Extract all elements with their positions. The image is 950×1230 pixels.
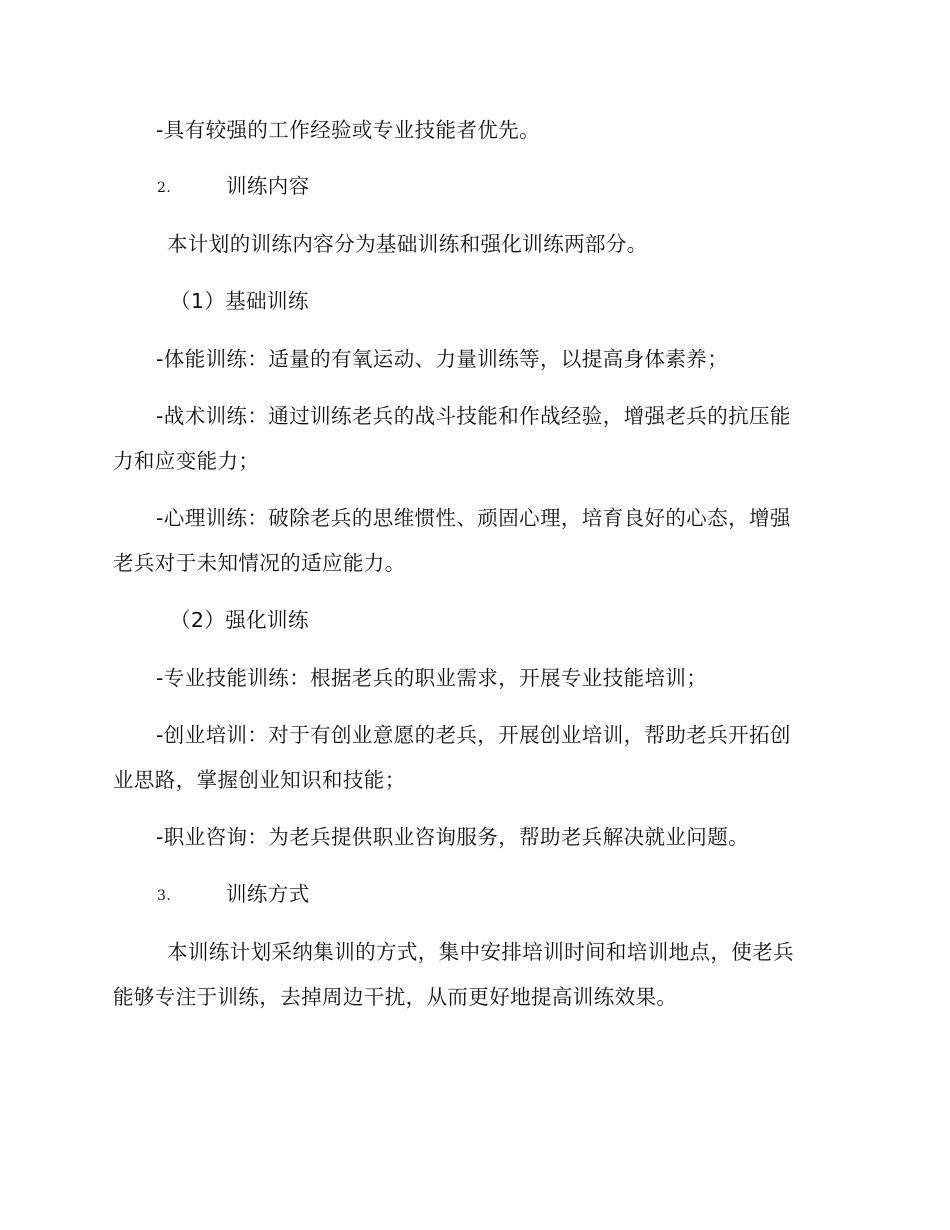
training-method-line-2: 能够专注于训练，去掉周边干扰，从而更好地提高训练效果。	[113, 985, 678, 1009]
section-2-number: 2.	[157, 180, 172, 196]
psychological-training-line-1: -心理训练：破除老兵的思维惯性、顽固心理，培育良好的心态，增强	[156, 506, 791, 530]
startup-training-line-1: -创业培训：对于有创业意愿的老兵，开展创业培训，帮助老兵开拓创	[156, 723, 791, 747]
startup-training-line-2: 业思路，掌握创业知识和技能；	[113, 768, 406, 792]
section-2-intro: 本计划的训练内容分为基础训练和强化训练两部分。	[167, 232, 648, 256]
tactical-training-line-2: 力和应变能力；	[113, 449, 260, 473]
professional-skills-item: -专业技能训练：根据老兵的职业需求，开展专业技能培训；	[156, 666, 708, 690]
section-3-number: 3.	[157, 888, 172, 904]
training-method-line-1: 本训练计划采纳集训的方式，集中安排培训时间和培训地点，使老兵	[167, 940, 794, 964]
psychological-training-line-2: 老兵对于未知情况的适应能力。	[113, 551, 406, 575]
subsection-2-heading: （2）强化训练	[170, 608, 309, 632]
career-consulting-item: -职业咨询：为老兵提供职业咨询服务，帮助老兵解决就业问题。	[156, 825, 749, 849]
physical-training-item: -体能训练：适量的有氧运动、力量训练等，以提高身体素养；	[156, 347, 729, 371]
section-3-title: 训练方式	[226, 882, 310, 906]
tactical-training-line-1: -战术训练：通过训练老兵的战斗技能和作战经验，增强老兵的抗压能	[156, 404, 791, 428]
section-2-title: 训练内容	[226, 174, 310, 198]
bullet-experience: -具有较强的工作经验或专业技能者优先。	[156, 118, 540, 142]
subsection-1-heading: （1）基础训练	[170, 289, 309, 313]
